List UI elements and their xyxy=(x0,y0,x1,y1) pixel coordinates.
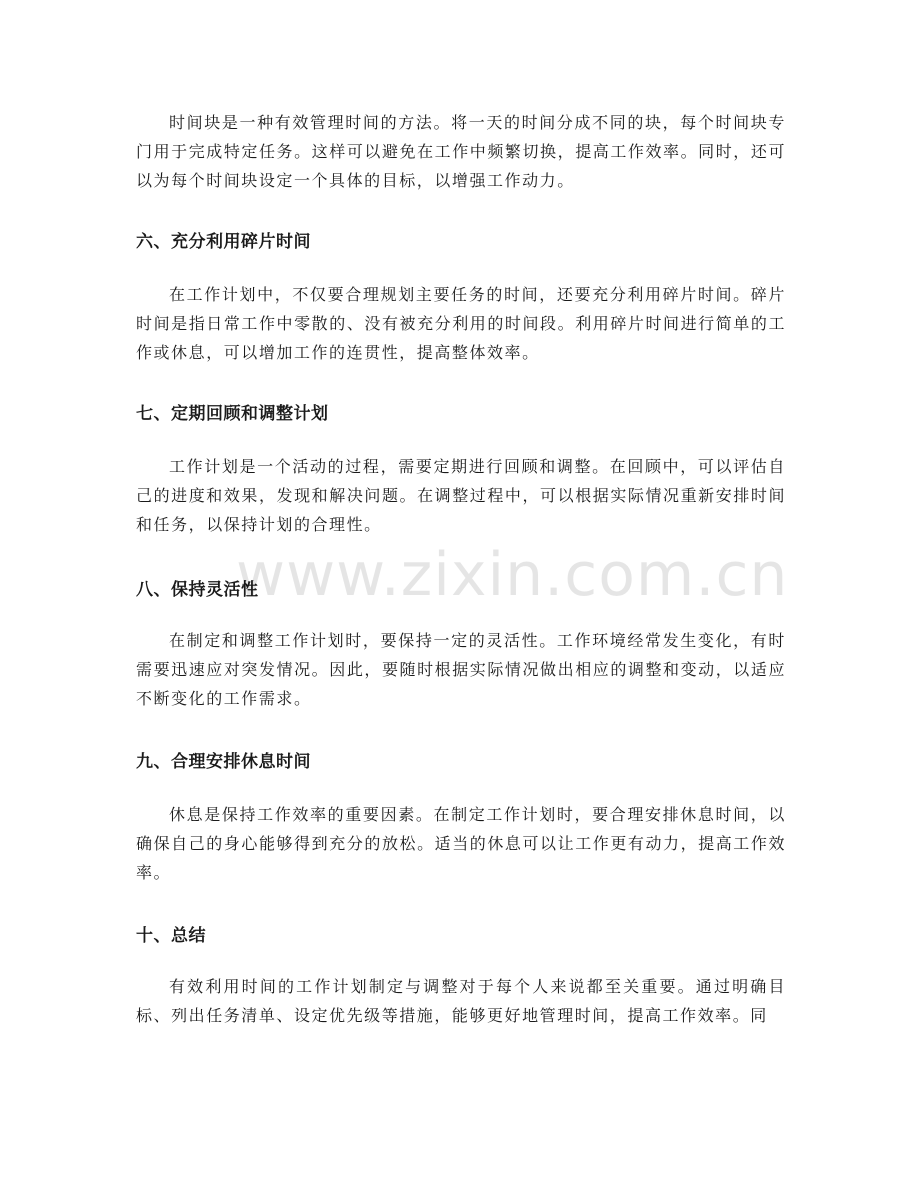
section-10-body xyxy=(136,972,786,1030)
section-6 xyxy=(136,230,786,254)
section-time-blocks xyxy=(136,108,786,195)
section-10 xyxy=(136,924,786,948)
section-7 xyxy=(136,402,786,426)
paragraph: 在制定和调整工作计划时，要保持一定的灵活性。工作环境经常发生变化，有时需要迅速应对突发情况。因此，要随时根据实际情况做出相应的调整和变动，以适应不断变化的工作需求。 xyxy=(136,631,786,708)
section-8 xyxy=(136,578,786,602)
section-heading: 七、定期回顾和调整计划 xyxy=(136,404,329,424)
paragraph: 休息是保持工作效率的重要因素。在制定工作计划时，要合理安排休息时间，以确保自己的身心能够得到充分的放松。适当的休息可以让工作更有动力，提高工作效率。 xyxy=(136,805,786,882)
section-9-body xyxy=(136,800,786,887)
watermark: www.zixin.com.cn xyxy=(236,540,789,610)
section-9 xyxy=(136,750,786,774)
section-7-body xyxy=(136,452,786,539)
paragraph: 工作计划是一个活动的过程，需要定期进行回顾和调整。在回顾中，可以评估自己的进度和效果，发现和解决问题。在调整过程中，可以根据实际情况重新安排时间和任务，以保持计划的合理性。 xyxy=(136,457,786,534)
section-heading: 十、总结 xyxy=(136,926,206,946)
section-6-body xyxy=(136,280,786,367)
section-heading: 九、合理安排休息时间 xyxy=(136,752,311,772)
paragraph: 时间块是一种有效管理时间的方法。将一天的时间分成不同的块，每个时间块专门用于完成特定任务。这样可以避免在工作中频繁切换，提高工作效率。同时，还可以为每个时间块设定一个具体的目标，以增强工作动力。 xyxy=(136,113,786,190)
paragraph: 有效利用时间的工作计划制定与调整对于每个人来说都至关重要。通过明确目标、列出任务清单、设定优先级等措施，能够更好地管理时间，提高工作效率。同 xyxy=(136,977,786,1025)
section-heading: 六、充分利用碎片时间 xyxy=(136,232,311,252)
section-heading: 八、保持灵活性 xyxy=(136,580,259,600)
section-8-body xyxy=(136,626,786,713)
paragraph: 在工作计划中，不仅要合理规划主要任务的时间，还要充分利用碎片时间。碎片时间是指日常工作中零散的、没有被充分利用的时间段。利用碎片时间进行简单的工作或休息，可以增加工作的连贯性，提高整体效率。 xyxy=(136,285,786,362)
